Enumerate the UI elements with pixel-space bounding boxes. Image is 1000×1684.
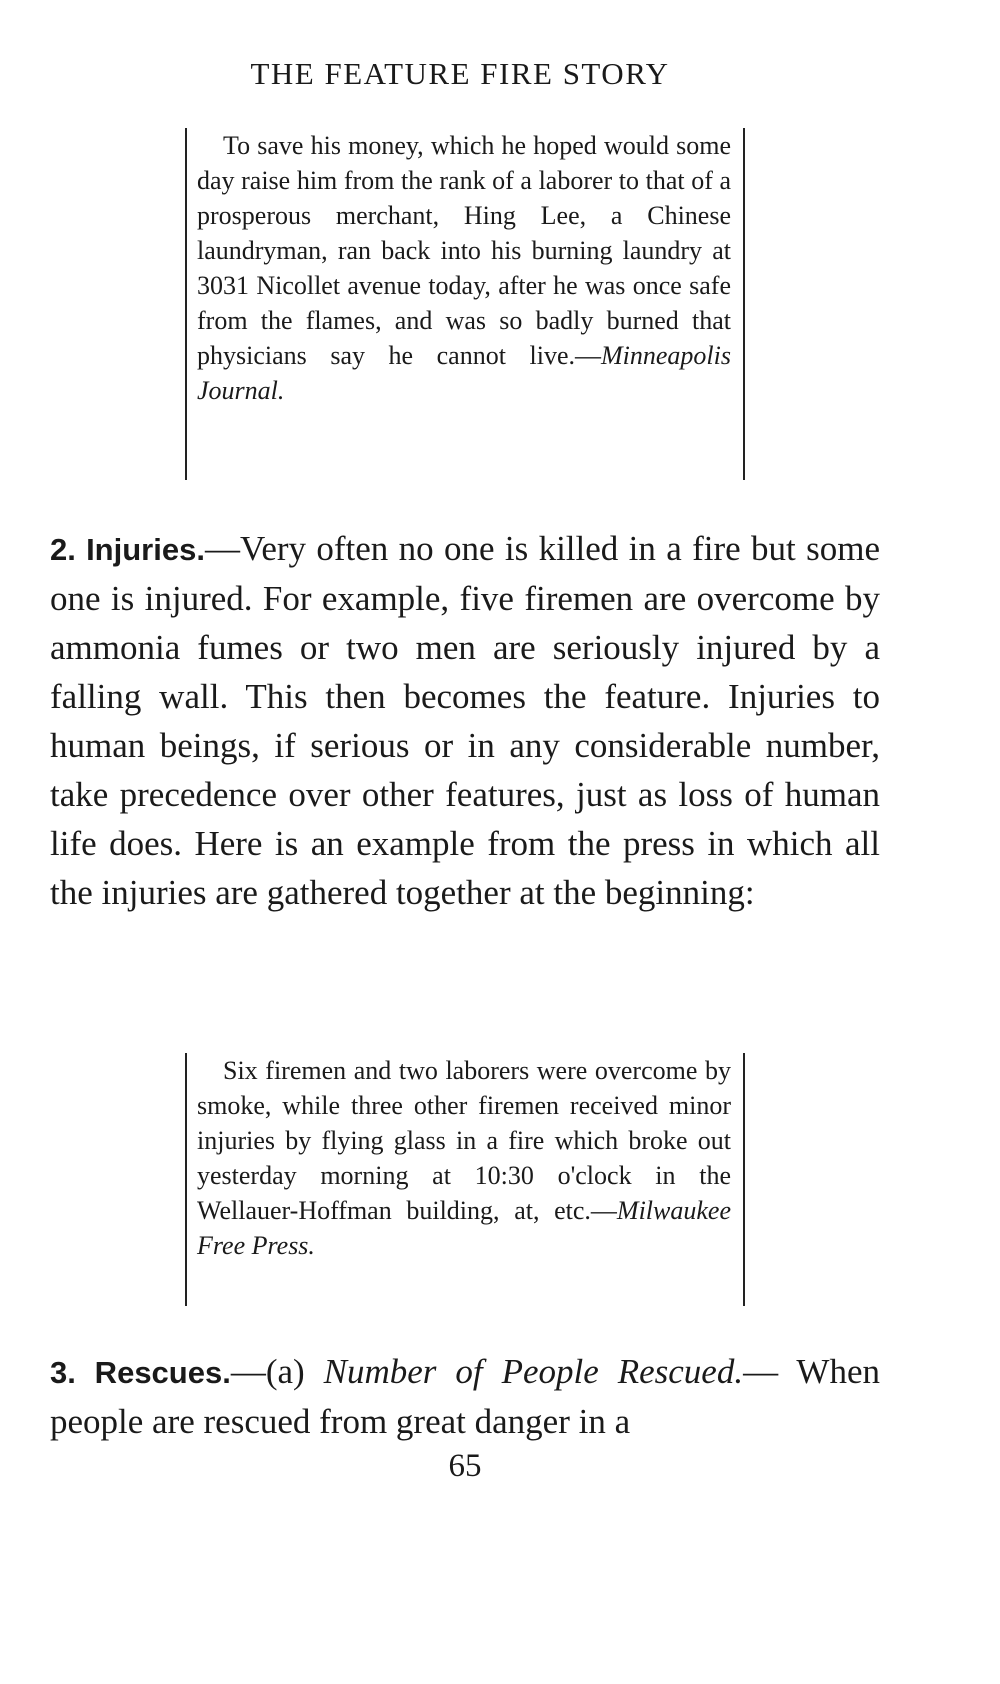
section-rescues (50, 1347, 880, 1446)
extract-source: Milwaukee Free Press. (197, 1196, 731, 1260)
section-body-rescues: — When people are rescued from great danger in a (50, 1352, 880, 1441)
news-extract-minneapolis (185, 128, 745, 480)
section-heading-injuries: 2. Injuries. (50, 532, 205, 567)
section-heading-rescues: 3. Rescues. (50, 1355, 231, 1390)
section-body-injuries: —Very often no one is killed in a fire but some one is injured. For example, five firemen are overcome by ammonia fumes or two men are seriously injured by a falling wall. This then becomes the feature. Injuries to human beings, if serious or in any considerable number, take precedence over other features, just as loss of human life does. Here is an example from the press in which all the injuries are gathered together at the beginning: (50, 529, 880, 912)
extract-source: Minneapolis Journal. (197, 341, 731, 405)
section-label-rescues: —(a) (230, 1352, 324, 1391)
extract-text: Six firemen and two laborers were overcome by smoke, while three other firemen received minor injuries by flying glass in a fire which broke out yesterday morning at 10:30 o'clock in the Wellauer-Hoffman building, at, etc.— (197, 1056, 731, 1225)
news-extract-milwaukee (185, 1053, 745, 1306)
extract-text: To save his money, which he hoped would some day raise him from the rank of a laborer to that of a prosperous merchant, Hing Lee, a Chinese laundryman, ran back into his burning laundry at 3031 Nicollet avenue today, after he was once safe from the flames, and was so badly burned that physicians say he cannot live.— (197, 131, 731, 370)
running-head: THE FEATURE FIRE STORY (250, 56, 670, 91)
page-number: 65 (448, 1448, 482, 1484)
extract-paragraph (197, 1053, 731, 1263)
section-injuries (50, 524, 880, 917)
subheading-people-rescued: Number of People Rescued. (323, 1352, 744, 1391)
extract-paragraph (197, 128, 731, 408)
